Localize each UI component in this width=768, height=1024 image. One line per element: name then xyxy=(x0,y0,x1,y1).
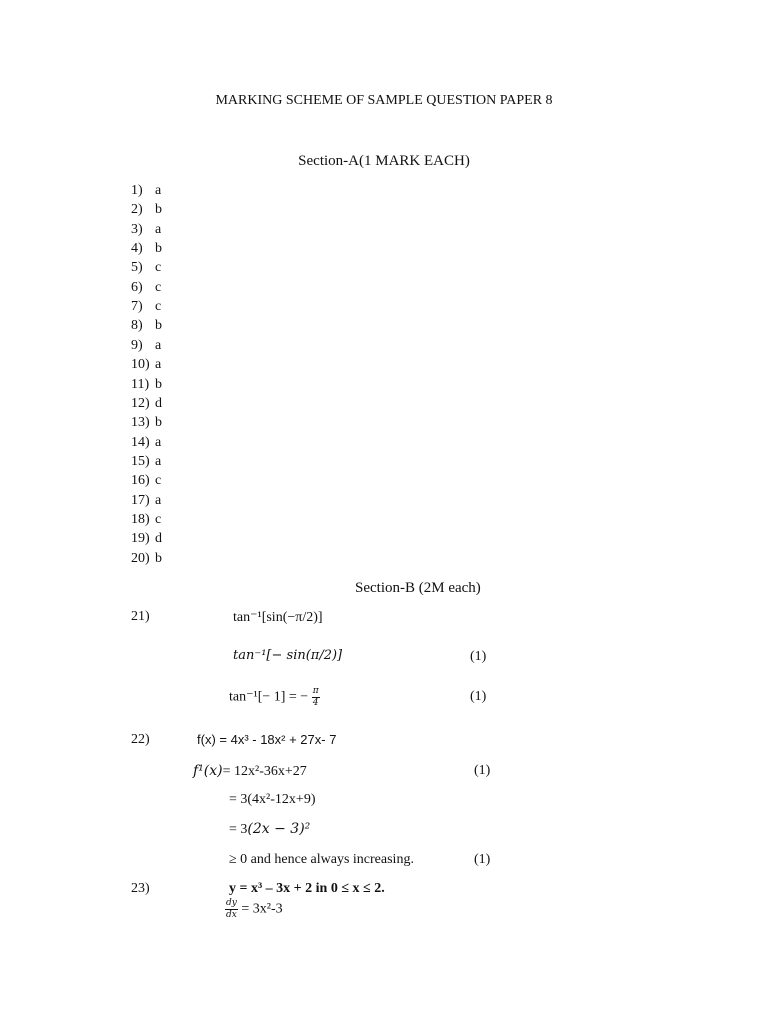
question-21-line-1: tan⁻¹[sin(−π/2)] xyxy=(233,610,323,625)
answer-row xyxy=(131,396,162,412)
question-22-line-4 xyxy=(229,821,310,838)
answer-row xyxy=(131,377,162,393)
answer-number: 18) xyxy=(131,511,150,527)
answer-option: d xyxy=(155,531,162,547)
question-22-derivative: f¹(x) xyxy=(193,763,223,779)
dy-dx-denominator: dx xyxy=(226,910,237,920)
pi-over-4-fraction xyxy=(312,686,320,709)
answer-number: 20) xyxy=(131,550,150,566)
answer-row xyxy=(131,493,161,509)
answer-option: b xyxy=(155,241,162,257)
answer-number: 12) xyxy=(131,395,150,411)
answer-number: 15) xyxy=(131,453,150,469)
answer-row xyxy=(131,338,161,354)
question-21-line-3-text: tan⁻¹[− 1] = − xyxy=(229,689,309,705)
answer-option: c xyxy=(155,260,162,276)
question-22-mark-1: (1) xyxy=(474,763,491,778)
question-21-line-3 xyxy=(229,686,320,709)
answer-number: 5) xyxy=(131,260,143,276)
answer-row xyxy=(131,299,161,315)
answer-number: 6) xyxy=(131,279,143,295)
answer-row xyxy=(131,551,162,567)
answer-option: b xyxy=(155,415,162,431)
pi-over-4-numerator: π xyxy=(312,686,319,696)
answer-row xyxy=(131,415,162,431)
answer-number: 19) xyxy=(131,531,150,547)
answer-option: a xyxy=(155,221,162,237)
answer-option: a xyxy=(155,453,162,469)
answer-row xyxy=(131,531,162,547)
question-21-mark-1: (1) xyxy=(470,649,487,664)
answer-option: c xyxy=(155,511,162,527)
answer-row xyxy=(131,454,161,470)
question-22-mark-2: (1) xyxy=(474,852,491,867)
answer-number: 11) xyxy=(131,376,150,392)
answer-row xyxy=(131,318,162,334)
answer-option: d xyxy=(155,395,162,411)
answer-number: 2) xyxy=(131,202,143,218)
answer-number: 3) xyxy=(131,221,143,237)
answer-row xyxy=(131,222,161,238)
question-23-number: 23) xyxy=(131,881,150,896)
question-23-line-2 xyxy=(225,898,283,921)
question-21-line-2: tan⁻¹[− sin(π/2)] xyxy=(233,648,343,663)
question-22-line-4-prefix: = 3 xyxy=(229,822,248,837)
question-22-line-1: f(x) = 4x³ - 18x² + 27x- 7 xyxy=(197,732,337,747)
page-title: MARKING SCHEME OF SAMPLE QUESTION PAPER 8 xyxy=(215,93,553,108)
answer-row xyxy=(131,280,161,296)
question-23-line-1: y = x³ – 3x + 2 in 0 ≤ x ≤ 2. xyxy=(229,881,385,896)
answer-option: c xyxy=(155,279,162,295)
answer-option: b xyxy=(155,202,162,218)
section-b-heading: Section-B (2M each) xyxy=(355,580,481,596)
answer-option: a xyxy=(155,337,162,353)
answer-option: a xyxy=(155,183,162,198)
answer-row xyxy=(131,473,161,489)
answer-row xyxy=(131,183,161,199)
answer-number: 14) xyxy=(131,434,150,450)
answer-number: 8) xyxy=(131,318,143,334)
answer-number: 1) xyxy=(131,183,143,198)
dy-dx-fraction xyxy=(225,898,238,921)
question-21-mark-2: (1) xyxy=(470,689,487,704)
pi-over-4-denominator: 4 xyxy=(312,698,319,708)
answer-option: c xyxy=(155,473,162,489)
section-a-heading: Section-A(1 MARK EACH) xyxy=(298,153,470,169)
answer-option: a xyxy=(155,434,162,450)
answer-option: a xyxy=(155,492,162,508)
answer-row xyxy=(131,435,161,451)
question-21-number: 21) xyxy=(131,609,150,624)
question-23-derivative-expr: = 3x²-3 xyxy=(237,901,283,917)
answer-option: b xyxy=(155,318,162,334)
answer-option: b xyxy=(155,376,162,392)
answer-option: c xyxy=(155,299,162,315)
answer-number: 7) xyxy=(131,299,143,315)
question-22-line-5: ≥ 0 and hence always increasing. xyxy=(229,852,414,867)
answer-option: a xyxy=(155,357,162,373)
answer-row xyxy=(131,202,162,218)
answer-number: 16) xyxy=(131,473,150,489)
answer-row xyxy=(131,241,162,257)
answer-number: 10) xyxy=(131,357,150,373)
question-22-line-3: = 3(4x²-12x+9) xyxy=(229,792,316,807)
answer-number: 4) xyxy=(131,241,143,257)
answer-row xyxy=(131,512,161,528)
answer-number: 17) xyxy=(131,492,150,508)
answer-number: 9) xyxy=(131,337,143,353)
dy-dx-numerator: dy xyxy=(226,898,237,908)
answer-option: b xyxy=(155,550,162,566)
answer-row xyxy=(131,260,161,276)
question-22-derivative-expr: = 12x²-36x+27 xyxy=(222,764,307,779)
question-22-line-2 xyxy=(193,763,307,780)
answer-number: 13) xyxy=(131,415,150,431)
question-22-line-4-math: (2x − 3)² xyxy=(247,821,311,837)
question-22-number: 22) xyxy=(131,732,150,747)
answer-row xyxy=(131,357,161,373)
